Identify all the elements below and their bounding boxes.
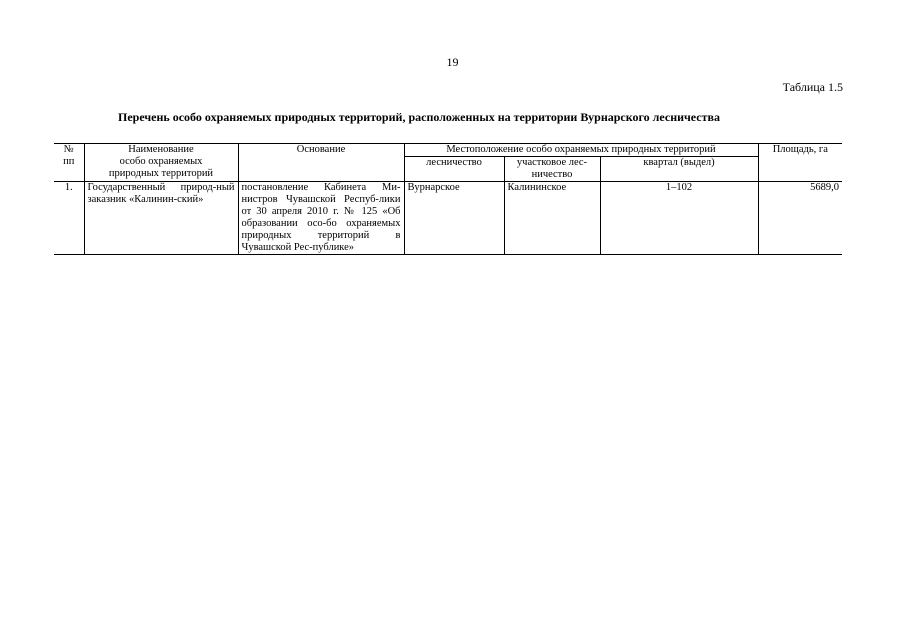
cell-area: 5689,0: [758, 182, 842, 255]
header-name: Наименование особо охраняемых природных территорий: [84, 144, 238, 182]
cell-basis: постановление Кабинета Ми-нистров Чувашской Респуб-лики от 30 апреля 2010 г. № 125 «Об образовании осо-бо охраняемых природных территорий в Чувашской Рес-публике»: [238, 182, 404, 255]
cell-name: Государственный природ-ный заказник «Калинин-ский»: [84, 182, 238, 255]
header-num: № пп: [54, 144, 84, 182]
cell-quarter: 1–102: [600, 182, 758, 255]
header-area: Площадь, га: [758, 144, 842, 182]
header-basis: Основание: [238, 144, 404, 182]
table-row: [54, 182, 842, 255]
page-number: 19: [446, 55, 459, 69]
cell-num: 1.: [54, 182, 84, 255]
document-title: Перечень особо охраняемых природных территорий, расположенных на территории Вурнарского лесничества: [118, 110, 720, 124]
header-location-group: Местоположение особо охраняемых природных территорий: [404, 144, 758, 157]
table-label: Таблица 1.5: [782, 80, 843, 94]
header-forestry: лесничество: [404, 157, 504, 182]
cell-forestry: Вурнарское: [404, 182, 504, 255]
header-quarter: квартал (выдел): [600, 157, 758, 182]
protected-areas-table: [54, 143, 842, 255]
header-district-forestry: участковое лес- ничество: [504, 157, 600, 182]
cell-district-forestry: Калининское: [504, 182, 600, 255]
